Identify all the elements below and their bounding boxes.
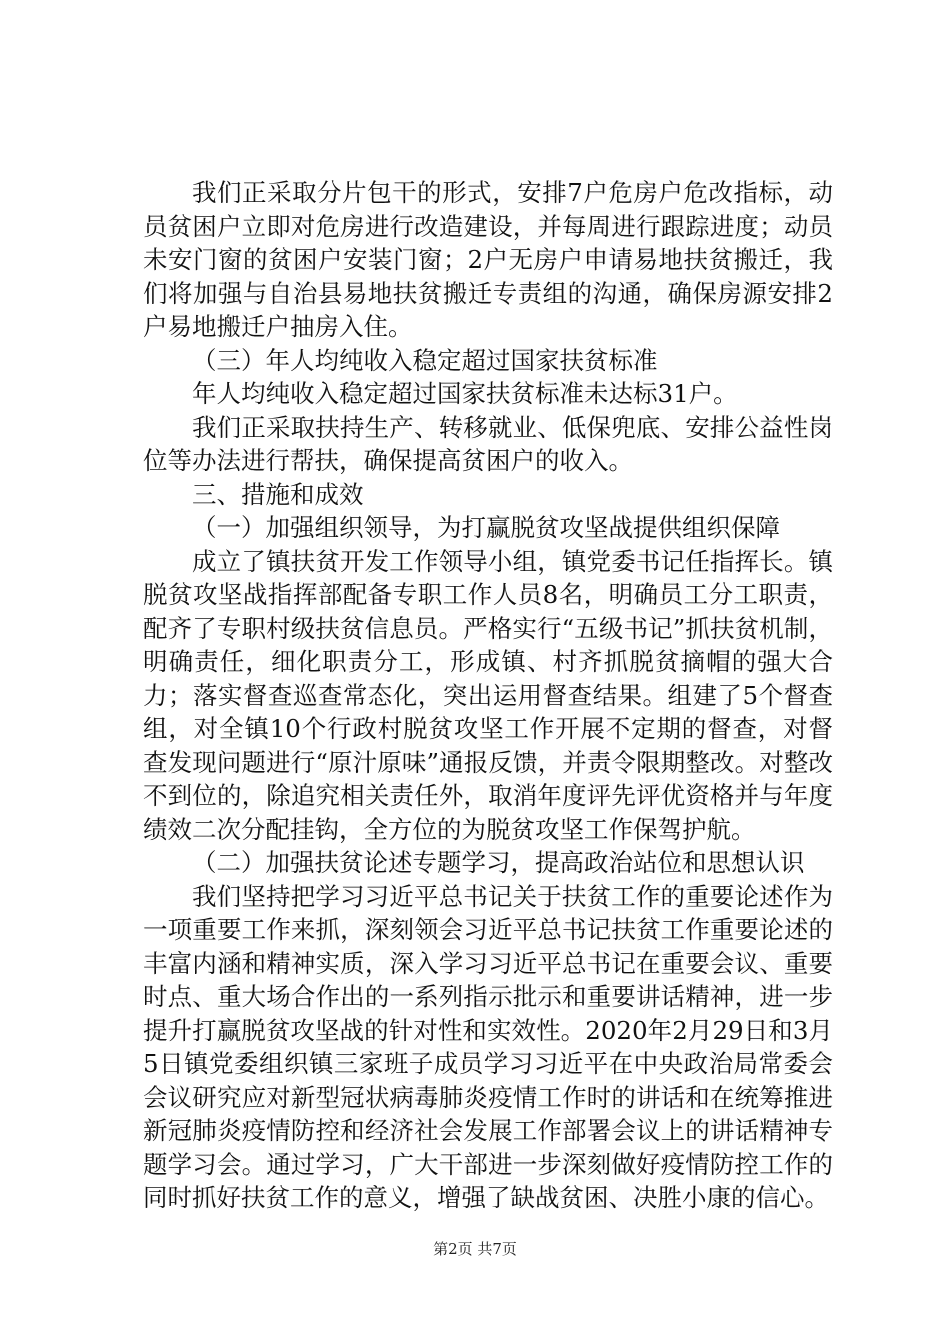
subsection-heading-organization: （一）加强组织领导，为打赢脱贫攻坚战提供组织保障 (192, 513, 780, 542)
paragraph-income-measures: 我们正采取扶持生产、转移就业、低保兜底、安排公益性岗位等办法进行帮扶，确保提高贫困户的收入。 (143, 412, 833, 475)
section-heading-measures: 三、措施和成效 (192, 479, 364, 509)
page-number-footer: 第2页 共7页 (433, 1240, 517, 1258)
paragraph-study: 我们坚持把学习习近平总书记关于扶贫工作的重要论述作为一项重要工作来抓，深刻领会习近平总书记扶贫工作重要论述的丰富内涵和精神实质，深入学习习近平总书记在重要会议、重要时点、重大场合作出的一系列指示批示和重要讲话精神，进一步提升打赢脱贫攻坚战的针对性和实效性。2020年2月29日和3月5日镇党委组织镇三家班子成员学习习近平在中央政治局常委会会议研究应对新型冠状病毒肺炎疫情工作时的讲话和在统筹推进新冠肺炎疫情防控和经济社会发展工作部署会议上的讲话精神专题学习会。通过学习，广大干部进一步深刻做好疫情防控工作的同时抓好扶贫工作的意义，增强了缺战贫困、决胜小康的信心。 (143, 881, 833, 1212)
subsection-heading-study: （二）加强扶贫论述专题学习，提高政治站位和思想认识 (192, 848, 805, 877)
paragraph-housing-measures: 我们正采取分片包干的形式，安排7户危房户危改指标，动员贫困户立即对危房进行改造建设，并每周进行跟踪进度；动员未安门窗的贫困户安装门窗；2户无房户申请易地扶贫搬迁，我们将加强与自治县易地扶贫搬迁专责组的沟通，确保房源安排2户易地搬迁户抽房入住。 (143, 178, 833, 341)
paragraph-organization: 成立了镇扶贫开发工作领导小组，镇党委书记任指挥长。镇脱贫攻坚战指挥部配备专职工作人员8名，明确员工分工职责，配齐了专职村级扶贫信息员。严格实行“五级书记”抓扶贫机制，明确责任，细化职责分工，形成镇、村齐抓脱贫摘帽的强大合力；落实督查巡查常态化，突出运用督查结果。组建了5个督查组，对全镇10个行政村脱贫攻坚工作开展不定期的督查，对督查发现问题进行“原汁原味”通报反馈，并责令限期整改。对整改不到位的，除追究相关责任外，取消年度评先评优资格并与年度绩效二次分配挂钩，全方位的为脱贫攻坚工作保驾护航。 (143, 546, 833, 844)
section-heading-income: （三）年人均纯收入稳定超过国家扶贫标准 (192, 345, 658, 375)
paragraph-income-status: 年人均纯收入稳定超过国家扶贫标准未达标31户。 (192, 379, 738, 408)
document-body (143, 176, 833, 1215)
